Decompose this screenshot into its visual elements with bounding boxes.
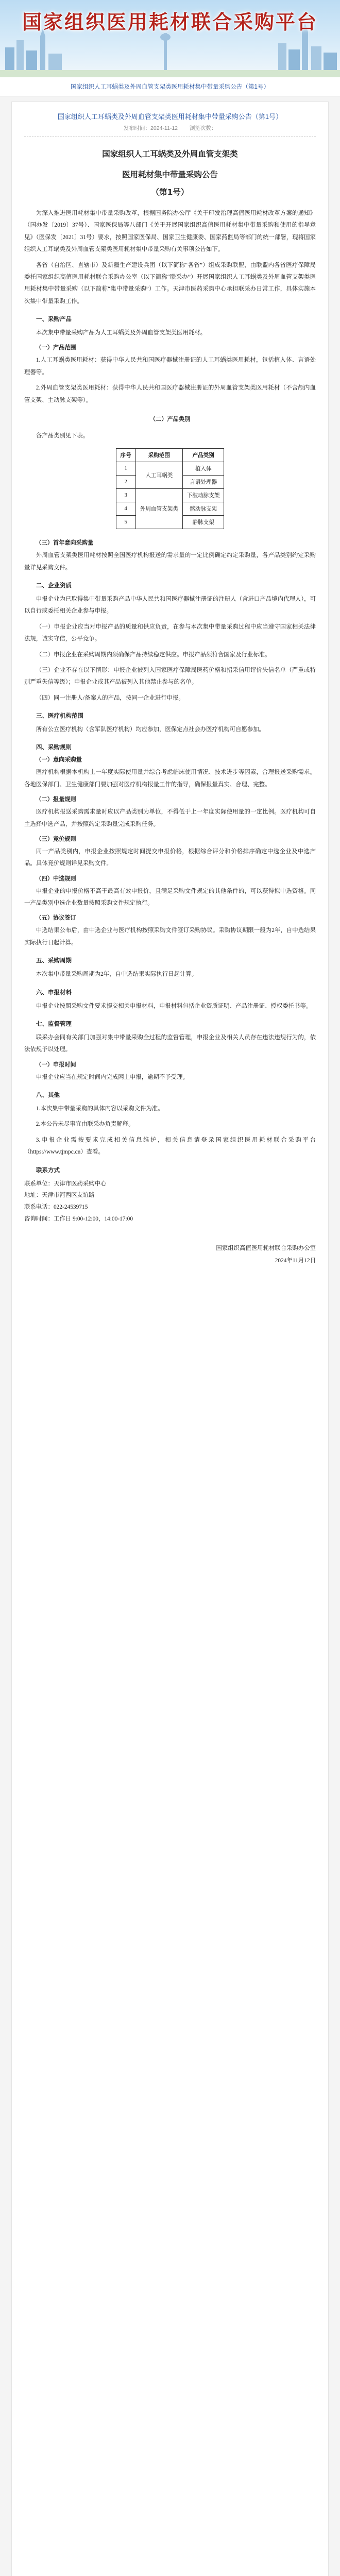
- article-title: 国家组织人工耳蜗类及外周血管支架类医用耗材集中带量采购公告（第1号）: [57, 113, 283, 121]
- paragraph: 所有公立医疗机构（含军队医疗机构）均应参加，医保定点社会办医疗机构可自愿参加。: [36, 726, 265, 733]
- paragraph: （四）同一注册人/备案人的产品，按同一企业进行申报。: [36, 694, 184, 701]
- section-heading: 四、采购规则: [36, 743, 72, 751]
- paragraph: 2.本公告未尽事宜由联采办负责解释。: [36, 1121, 134, 1128]
- breadcrumb: 国家组织人工耳蜗类及外周血管支架类医用耗材集中带量采购公告（第1号）: [0, 77, 340, 96]
- table-cell: 外周血管支架类: [135, 489, 182, 529]
- announcement-subheading: 医用耗材集中带量采购公告: [122, 170, 218, 179]
- subsection-heading: （一）产品范围: [36, 344, 76, 351]
- table-header: 产品类别: [182, 449, 224, 462]
- publish-date: 发布时间：2024-11-12: [123, 125, 178, 131]
- announcement-heading: 国家组织人工耳蜗类及外周血管支架类: [102, 149, 238, 159]
- signing-date: 2024年11月12日: [275, 1257, 316, 1264]
- paragraph: 医疗机构报送采购需求量时应以产品类别为单位，不得低于上一年度实际使用量的一定比例。医疗机构可自主选择中选产品，并按照约定采购量完成采购任务。: [24, 809, 316, 827]
- table-cell: 言语处理器: [182, 476, 224, 489]
- paragraph: 联采办会同有关部门加强对集中带量采购全过程的监督管理，申报企业及相关人员存在违法违规行为的，依法依规予以处理。: [24, 1034, 316, 1053]
- table-row: [116, 489, 224, 502]
- paragraph: 申报企业按照采购文件要求提交相关申报材料，申报材料包括企业资质证明、产品注册证、授权委托书等。: [36, 1003, 312, 1009]
- paragraph: 1.人工耳蜗类医用耗材：获得中华人民共和国医疗器械注册证的人工耳蜗类医用耗材，包括植入体、言语处理器等。: [24, 357, 316, 376]
- intro-paragraph: 为深入推进医用耗材集中带量采购改革，根据国务院办公厅《关于印发治理高值医用耗材改革方案的通知》（国办发〔2019〕37号）、国家医保局等八部门《关于开展国家组织高值医用耗材集中带量采购和使用的指导意见》（医保发〔2021〕31号）要求，按照国家医保局、国家卫生健康委、国家药监局等部门的统一部署，现将国家组织人工耳蜗类及外周血管支架类医用耗材集中带量采购有关事项公告如下。: [24, 210, 316, 253]
- contact-phone: 联系电话：022-24539715: [24, 1204, 88, 1211]
- table-cell: 人工耳蜗类: [135, 462, 182, 489]
- divider: [24, 136, 316, 137]
- paragraph: 申报企业为已取得集中带量采购产品中华人民共和国医疗器械注册证的注册人（含进口产品境内代理人），可以自行或委托相关企业参与申报。: [24, 596, 316, 615]
- platform-title: 国家组织医用耗材联合采购平台: [22, 10, 318, 33]
- subsection-heading: （二）报量规则: [36, 796, 76, 803]
- paragraph: 申报企业应当在规定时间内完成网上申报，逾期不予受理。: [36, 1074, 189, 1080]
- paragraph: 各产品类别见下表。: [36, 432, 89, 439]
- table-row: [116, 462, 224, 476]
- table-cell: 下肢动脉支架: [182, 489, 224, 502]
- paragraph: （一）申报企业应当对申报产品的质量和供应负责，在参与本次集中带量采购过程中应当遵守国家相关法律法规，诚实守信，公平竞争。: [24, 623, 316, 642]
- paragraph: 本次集中带量采购产品为人工耳蜗类及外周血管支架类医用耗材。: [36, 330, 207, 336]
- paragraph: 本次集中带量采购周期为2年，自中选结果实际执行日起计算。: [36, 971, 198, 978]
- paragraph: 2.外周血管支架类医用耗材：获得中华人民共和国医疗器械注册证的外周血管支架类医用耗材（不含颅内血管支架、主动脉支架等）。: [24, 385, 316, 403]
- signature-block: [24, 1243, 316, 1267]
- intro-paragraph-2: 各省（自治区、直辖市）及新疆生产建设兵团（以下简称“各省”）组成采购联盟，由联盟内各省医疗保障局委托国家组织高值医用耗材联合采购办公室（以下简称“联采办”）开展国家组织人工耳蜗类及外周血管支架类医用耗材集中带量采购（以下简称“集中带量采购”）工作。天津市医药采购中心承担联采办日常工作，具体实施本次集中带量采购工作。: [24, 262, 316, 304]
- section-heading: 七、监督管理: [36, 1020, 72, 1027]
- section-heading: 一、采购产品: [36, 315, 72, 323]
- section-heading: 二、企业资质: [36, 582, 72, 589]
- paragraph: 3.申报企业需按要求完成相关信息维护，相关信息请登录国家组织医用耗材联合采购平台（https://www.tjmpc.cn）查看。: [24, 1137, 316, 1156]
- table-cell: 髂动脉支架: [182, 502, 224, 516]
- product-category-table: [116, 448, 225, 529]
- view-count: 浏览次数：: [189, 125, 217, 131]
- contact-address: 地址：天津市河西区友谊路: [24, 1192, 95, 1199]
- table-cell: 1: [116, 462, 135, 476]
- contact-hours: 咨询时间：工作日 9:00-12:00，14:00-17:00: [24, 1215, 133, 1222]
- paragraph: （二）申报企业在采购周期内须确保产品持续稳定供应。申报产品须符合国家及行业标准。: [36, 651, 271, 658]
- subsection-heading: （五）协议签订: [36, 914, 76, 922]
- subsection-heading: （一）意向采购量: [36, 756, 82, 764]
- subsection-heading: （二）产品类别: [149, 415, 191, 422]
- table-cell: 静脉支架: [182, 516, 224, 529]
- table-cell: 5: [116, 516, 135, 529]
- signing-organization: 国家组织高值医用耗材联合采购办公室: [216, 1245, 316, 1251]
- paragraph: 同一产品类别内，申报企业按照规定时间提交申报价格，根据综合评分和价格排序确定中选企业及中选产品。具体竞价规则详见采购文件。: [24, 848, 316, 867]
- section-heading: 八、其他: [36, 1091, 60, 1098]
- announcement-number: （第1号）: [151, 188, 189, 197]
- contact-unit: 联系单位：天津市医药采购中心: [24, 1180, 107, 1187]
- banner: [0, 0, 340, 77]
- table-cell: 2: [116, 476, 135, 489]
- paragraph: （三）企业不存在以下情形：申报企业被列入国家医疗保障局医药价格和招采信用评价失信名单（严重或特别严重失信等级）；申报企业或其产品被列入其他禁止参与的名单。: [24, 667, 316, 686]
- table-cell: 3: [116, 489, 135, 502]
- subsection-heading: （一）申报时间: [36, 1061, 76, 1068]
- section-heading: 三、医疗机构范围: [36, 712, 83, 719]
- article-panel: [11, 101, 329, 2576]
- table-cell: 植入体: [182, 462, 224, 476]
- paragraph: 医疗机构根据本机构上一年度实际使用量并综合考虑临床使用情况、技术进步等因素，合理报送采购需求。各地医保部门、卫生健康部门要加强对医疗机构报量工作的指导，确保报量真实、合理、完整。: [24, 769, 316, 788]
- table-cell: 4: [116, 502, 135, 516]
- table-header: 序号: [116, 449, 135, 462]
- subsection-heading: （三）竞价规则: [36, 835, 76, 842]
- subsection-heading: （四）中选规则: [36, 875, 76, 882]
- section-heading: 六、申报材料: [36, 988, 72, 996]
- paragraph: 中选结果公布后，由中选企业与医疗机构按照采购文件签订采购协议。采购协议期限一般为2年，自中选结果实际执行日起计算。: [24, 927, 316, 946]
- contact-heading: 联系方式: [36, 1166, 60, 1174]
- paragraph: 申报企业的申报价格不高于最高有效申报价，且满足采购文件规定的其他条件的，可以获得拟中选资格。同一产品类别中选企业数量按照采购文件规定执行。: [24, 888, 316, 906]
- paragraph: 外周血管支架类医用耗材按照全国医疗机构报送的需求量的一定比例确定约定采购量，各产品类别约定采购量详见采购文件。: [24, 552, 316, 571]
- paragraph: 1.本次集中带量采购的具体内容以采购文件为准。: [36, 1106, 164, 1112]
- section-heading: 五、采购周期: [36, 957, 72, 964]
- table-header: 采购范围: [135, 449, 182, 462]
- article-meta: [24, 124, 316, 132]
- subsection-heading: （三）首年意向采购量: [36, 539, 94, 547]
